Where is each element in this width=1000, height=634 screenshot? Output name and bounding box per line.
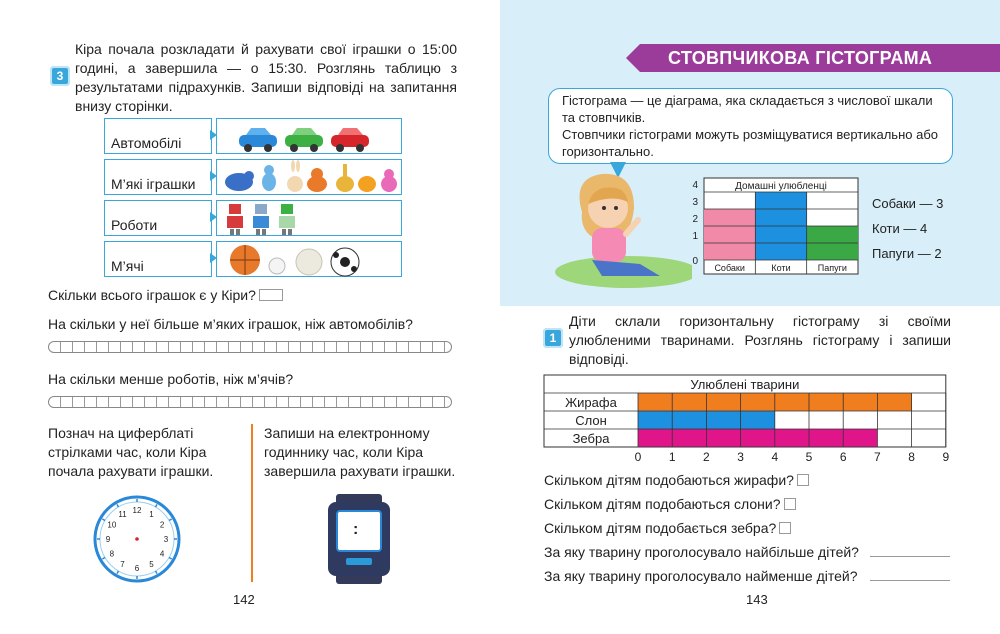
legend-parrots: Папуги — 2	[872, 246, 942, 261]
question-least: За яку тварину проголосувало найменше дітей?	[544, 568, 858, 584]
task-number-1: 1	[543, 328, 563, 348]
clock-number: 9	[105, 535, 111, 544]
clock-task-text: Познач на циферблаті стрілками час, коли Кіра почала рахувати іграшки.	[48, 425, 214, 479]
analog-clock[interactable]	[92, 494, 182, 584]
chart-title: Улюблені тварини	[690, 377, 800, 392]
ball-icons	[217, 242, 403, 278]
task-number-3: 3	[50, 66, 70, 86]
question-elephants	[544, 495, 796, 514]
legend-dogs: Собаки — 3	[872, 196, 944, 211]
question-text: Скільки всього іграшок є у Кіри?	[48, 287, 256, 303]
chart-legend	[872, 194, 943, 263]
question-total-toys	[48, 286, 283, 305]
cars-pictures	[216, 118, 402, 154]
category-label: Собаки	[714, 263, 745, 273]
clock-center	[135, 537, 139, 541]
soft-toy-icons	[217, 160, 403, 196]
robots-pictures	[216, 200, 402, 236]
category-label: Папуги	[817, 263, 847, 273]
clock-number: 5	[149, 560, 154, 570]
answer-box[interactable]	[259, 289, 283, 301]
clock-number: 12	[132, 506, 142, 515]
question-text: Скільком дітям подобаються слони?	[544, 496, 781, 512]
answer-box[interactable]	[797, 474, 809, 486]
clock-number: 2	[159, 520, 165, 530]
question-most: За яку тварину проголосувало найбільше дітей?	[544, 544, 859, 560]
row-label: М’ячі	[104, 241, 212, 277]
page-number: 142	[233, 592, 255, 607]
clock-number: 1	[149, 509, 154, 519]
row-label: М’які іграшки	[104, 159, 212, 195]
clock-number: 3	[163, 535, 169, 544]
y-tick-label: 2	[692, 214, 698, 225]
y-tick-label: 4	[692, 180, 698, 191]
bar-2	[638, 429, 877, 447]
chart-title: Домашні улюбленці	[735, 181, 827, 192]
x-tick-label: 1	[668, 450, 676, 464]
y-tick-label: 1	[692, 231, 698, 242]
x-tick-label: 4	[771, 450, 779, 464]
category-label: Коти	[771, 263, 791, 273]
clock-number: 8	[109, 549, 115, 559]
animals-histogram	[540, 374, 956, 464]
x-tick-label: 5	[805, 450, 813, 464]
x-tick-label: 2	[703, 450, 710, 464]
task-3-text: Кіра почала розкладати й рахувати свої іграшки о 15:00 годині, а завершила — о 15:30. Розглянь таблицю з результатами підрахунків. Запиши відповіді на запитання внизу сторінки.	[75, 41, 457, 114]
category-label: Зебра	[572, 431, 610, 446]
answer-box[interactable]	[784, 498, 796, 510]
answer-box[interactable]	[779, 522, 791, 534]
x-tick-label: 9	[942, 450, 950, 464]
category-label: Жирафа	[565, 395, 617, 410]
row-label: Роботи	[104, 200, 212, 236]
clock-number: 4	[159, 549, 165, 559]
question-text: Скільком дітям подобаються жирафи?	[544, 472, 794, 488]
x-tick-label: 7	[874, 450, 881, 464]
y-tick-label: 3	[692, 197, 698, 208]
answer-cells[interactable]	[48, 341, 452, 353]
balls-pictures	[216, 241, 402, 277]
answer-line[interactable]	[870, 556, 950, 557]
question-text: Скільком дітям подобається зебра?	[544, 520, 777, 536]
y-tick-label: 0	[692, 256, 698, 267]
divider	[251, 424, 253, 582]
bubble-text-2: Стовпчики гістограми можуть розміщуватися вертикально або горизонтально.	[562, 127, 939, 159]
clock-number: 11	[118, 509, 127, 519]
answer-line[interactable]	[870, 580, 950, 581]
digital-watch[interactable]	[328, 494, 390, 584]
pets-histogram	[686, 176, 866, 280]
bar-0	[704, 209, 755, 260]
clock-number: 7	[120, 560, 125, 570]
clock-number: 10	[107, 520, 117, 530]
category-label: Слон	[575, 413, 607, 428]
girl-illustration	[542, 168, 692, 292]
x-tick-label: 6	[839, 450, 847, 464]
x-tick-label: 8	[908, 450, 915, 464]
clock-number: 6	[134, 564, 140, 573]
digital-display: :	[353, 521, 359, 538]
row-label: Автомобілі	[104, 118, 212, 154]
question-zebra	[544, 519, 791, 538]
section-title: СТОВПЧИКОВА ГІСТОГРАМА	[640, 44, 1000, 72]
page-number: 143	[746, 592, 768, 607]
question-robots-vs-balls: На скільки менше роботів, ніж м’ячів?	[48, 371, 294, 387]
x-tick-label: 0	[634, 450, 642, 464]
answer-cells[interactable]	[48, 396, 452, 408]
soft-toys-pictures	[216, 159, 402, 195]
digital-task-text: Запиши на електронному годиннику час, коли Кіра завершила рахувати іграшки.	[264, 425, 456, 479]
bubble-text-1: Гістограма — це діаграма, яка складається з числової шкали та стовпчиків.	[562, 93, 933, 125]
question-giraffes	[544, 471, 809, 490]
robot-icons	[217, 201, 403, 237]
question-soft-vs-cars: На скільки у неї більше м’яких іграшок, ніж автомобілів?	[48, 316, 413, 332]
car-icons	[217, 119, 403, 155]
x-tick-label: 3	[737, 450, 744, 464]
legend-cats: Коти — 4	[872, 221, 928, 236]
task-1-text: Діти склали горизонтальну гістограму зі своїми улюбленими тваринами. Розглянь гістограму і запиши відповіді.	[569, 313, 951, 367]
